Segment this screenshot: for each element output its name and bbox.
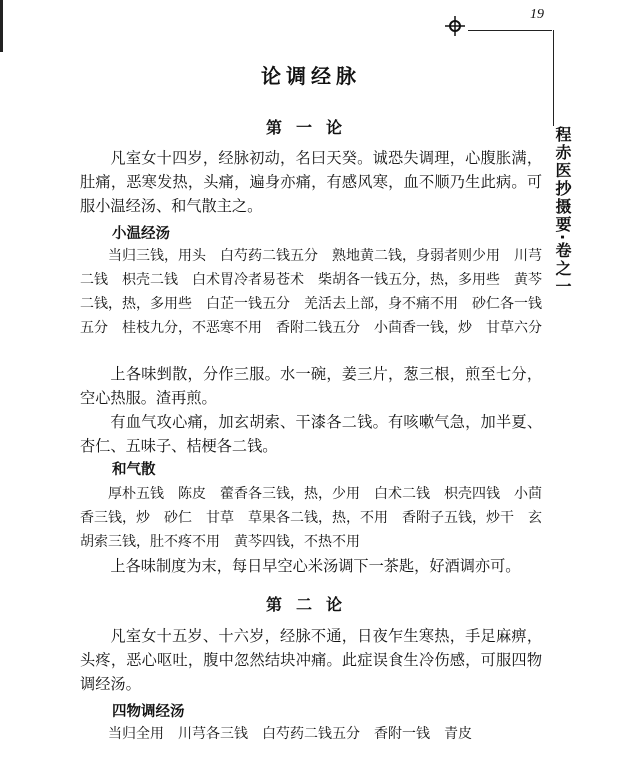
running-side-title: 程赤医抄摄要·卷之一	[553, 126, 572, 297]
paragraph-intro-second: 凡室女十五岁、十六岁，经脉不通，日夜乍生寒热，手足麻痹，头疼，恶心呕吐，腹中忽然结块冲痛。此症误食生冷伤感，可服四物调经汤。	[80, 627, 542, 693]
prescription-name-xiaowen: 小温经汤	[112, 226, 170, 242]
chapter-title: 论调经脉	[261, 64, 361, 88]
page-edge-line	[0, 0, 3, 52]
side-rule	[553, 30, 554, 126]
paragraph-preparation-second: 上各味制度为末，每日早空心米汤调下一茶匙，好酒调亦可。	[110, 557, 521, 575]
prescription-text-siwu: 当归全用 川芎各三钱 白芍药二钱五分 香附一钱 青皮	[108, 726, 472, 742]
section-title-first: 第一论	[265, 118, 356, 137]
header-rule	[468, 30, 552, 31]
paragraph-preparation-first: 上各味剉散，分作三服。水一碗，姜三片，葱三根，煎至七分，空心热服。渣再煎。	[80, 365, 542, 407]
ornament-diamond-icon	[445, 16, 465, 36]
prescription-name-siwu: 四物调经汤	[112, 704, 185, 720]
prescription-text-xiaowen: 当归三钱，用头 白芍药二钱五分 熟地黄二钱，身弱者则少用 川芎二钱 枳壳二钱 白术胃冷者易苍术 柴胡各一钱五分，热，多用些 黄芩二钱，热，多用些 白芷一钱五分 羌活去上部，身不痛不用 砂仁各一钱五分 桂枝九分，不恶寒不用 香附二钱五分 小茴香一钱，炒 甘草六分	[80, 248, 542, 336]
page-number: 19	[530, 7, 544, 22]
paragraph-intro-first: 凡室女十四岁，经脉初动，名曰天癸。诚恐失调理，心腹胀满，肚痛，恶寒发热，头痛，遍身亦痛，有感风寒，血不顺乃生此病。可服小温经汤、和气散主之。	[80, 149, 542, 215]
prescription-name-heqi: 和气散	[112, 462, 156, 478]
paragraph-modification: 有血气攻心痛，加玄胡索、干漆各二钱。有咳嗽气急，加半夏、杏仁、五味子、桔梗各二钱。	[80, 413, 542, 455]
prescription-text-heqi: 厚朴五钱 陈皮 藿香各三钱，热，少用 白术二钱 枳壳四钱 小茴香三钱，炒 砂仁 甘草 草果各二钱，热，不用 香附子五钱，炒干 玄胡索三钱，肚不疼不用 黄芩四钱，不热不用	[80, 486, 542, 550]
section-title-second: 第二论	[265, 595, 356, 614]
